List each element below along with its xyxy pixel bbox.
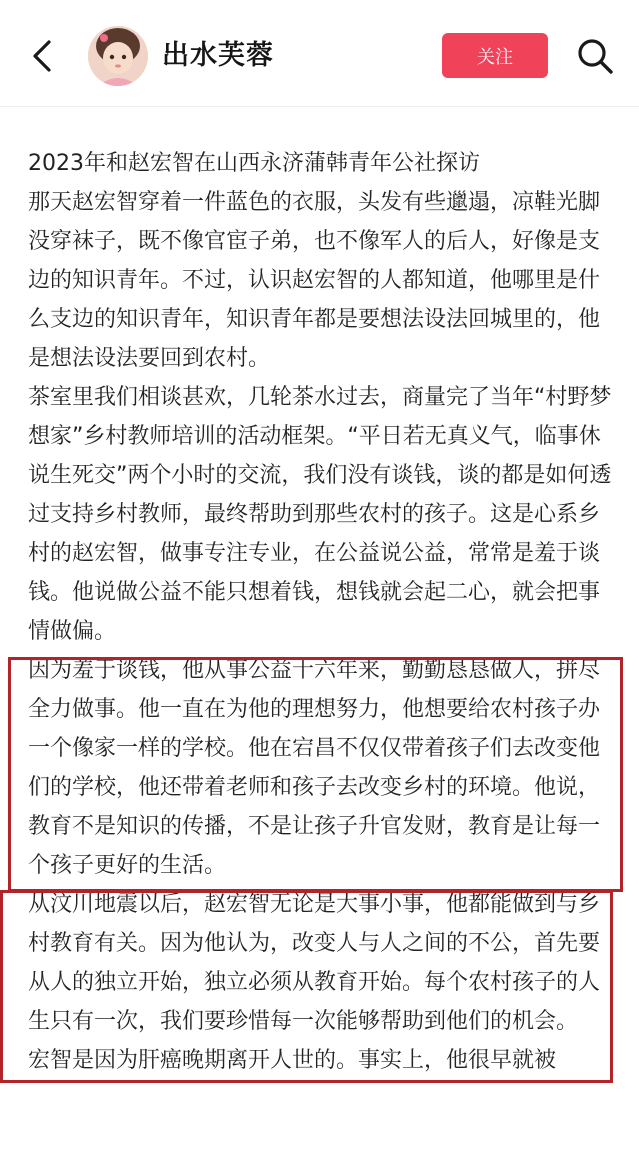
header-divider <box>0 106 639 107</box>
search-icon <box>575 36 615 76</box>
article-paragraph: 宏智是因为肝癌晚期离开人世的。事实上，他很早就被 <box>28 1048 557 1073</box>
follow-button[interactable]: 关注 <box>442 33 548 78</box>
avatar-image <box>88 26 148 86</box>
avatar[interactable] <box>88 26 148 86</box>
article-paragraph: 2023年和赵宏智在山西永济蒲韩青年公社探访 <box>28 151 480 176</box>
article-paragraph: 茶室里我们相谈甚欢，几轮茶水过去，商量完了当年“村野梦想家”乡村教师培训的活动框架。“平日若无真义气，临事休说生死交”两个小时的交流，我们没有谈钱，谈的都是如何透过支持乡村教师，最终帮助到那些农村的孩子。这是心系乡村的赵宏智，做事专注专业，在公益说公益，常常是羞于谈钱。他说做公益不能只想着钱，想钱就会起二心，就会把事情做偏。 <box>28 385 612 644</box>
author-name[interactable]: 出水芙蓉 <box>162 40 274 71</box>
chevron-left-icon <box>31 39 53 73</box>
article-paragraph: 那天赵宏智穿着一件蓝色的衣服，头发有些邋遢，凉鞋光脚没穿袜子，既不像官宦子弟，也不像军人的后人，好像是支边的知识青年。不过，认识赵宏智的人都知道，他哪里是什么支边的知识青年，知识青年都是要想法设法回城里的，他是想法设法要回到农村。 <box>28 190 601 371</box>
back-button[interactable] <box>24 34 60 78</box>
article-body <box>28 144 620 1080</box>
article-paragraph-highlighted: 因为羞于谈钱，他从事公益十六年来，勤勤恳恳做人，拼尽全力做事。他一直在为他的理想努力，他想要给农村孩子办一个像家一样的学校。他在宕昌不仅仅带着孩子们去改变他们的学校，他还带着老师和孩子去改变乡村的环境。他说，教育不是知识的传播，不是让孩子升官发财，教育是让每一个孩子更好的生活。 <box>28 658 601 878</box>
search-button[interactable] <box>575 36 615 76</box>
article-paragraph-highlighted: 从汶川地震以后，赵宏智无论是大事小事，他都能做到与乡村教育有关。因为他认为，改变人与人之间的不公，首先要从人的独立开始，独立必须从教育开始。每个农村孩子的人生只有一次，我们要珍惜每一次能够帮助到他们的机会。 <box>28 892 601 1034</box>
top-bar <box>0 0 639 106</box>
